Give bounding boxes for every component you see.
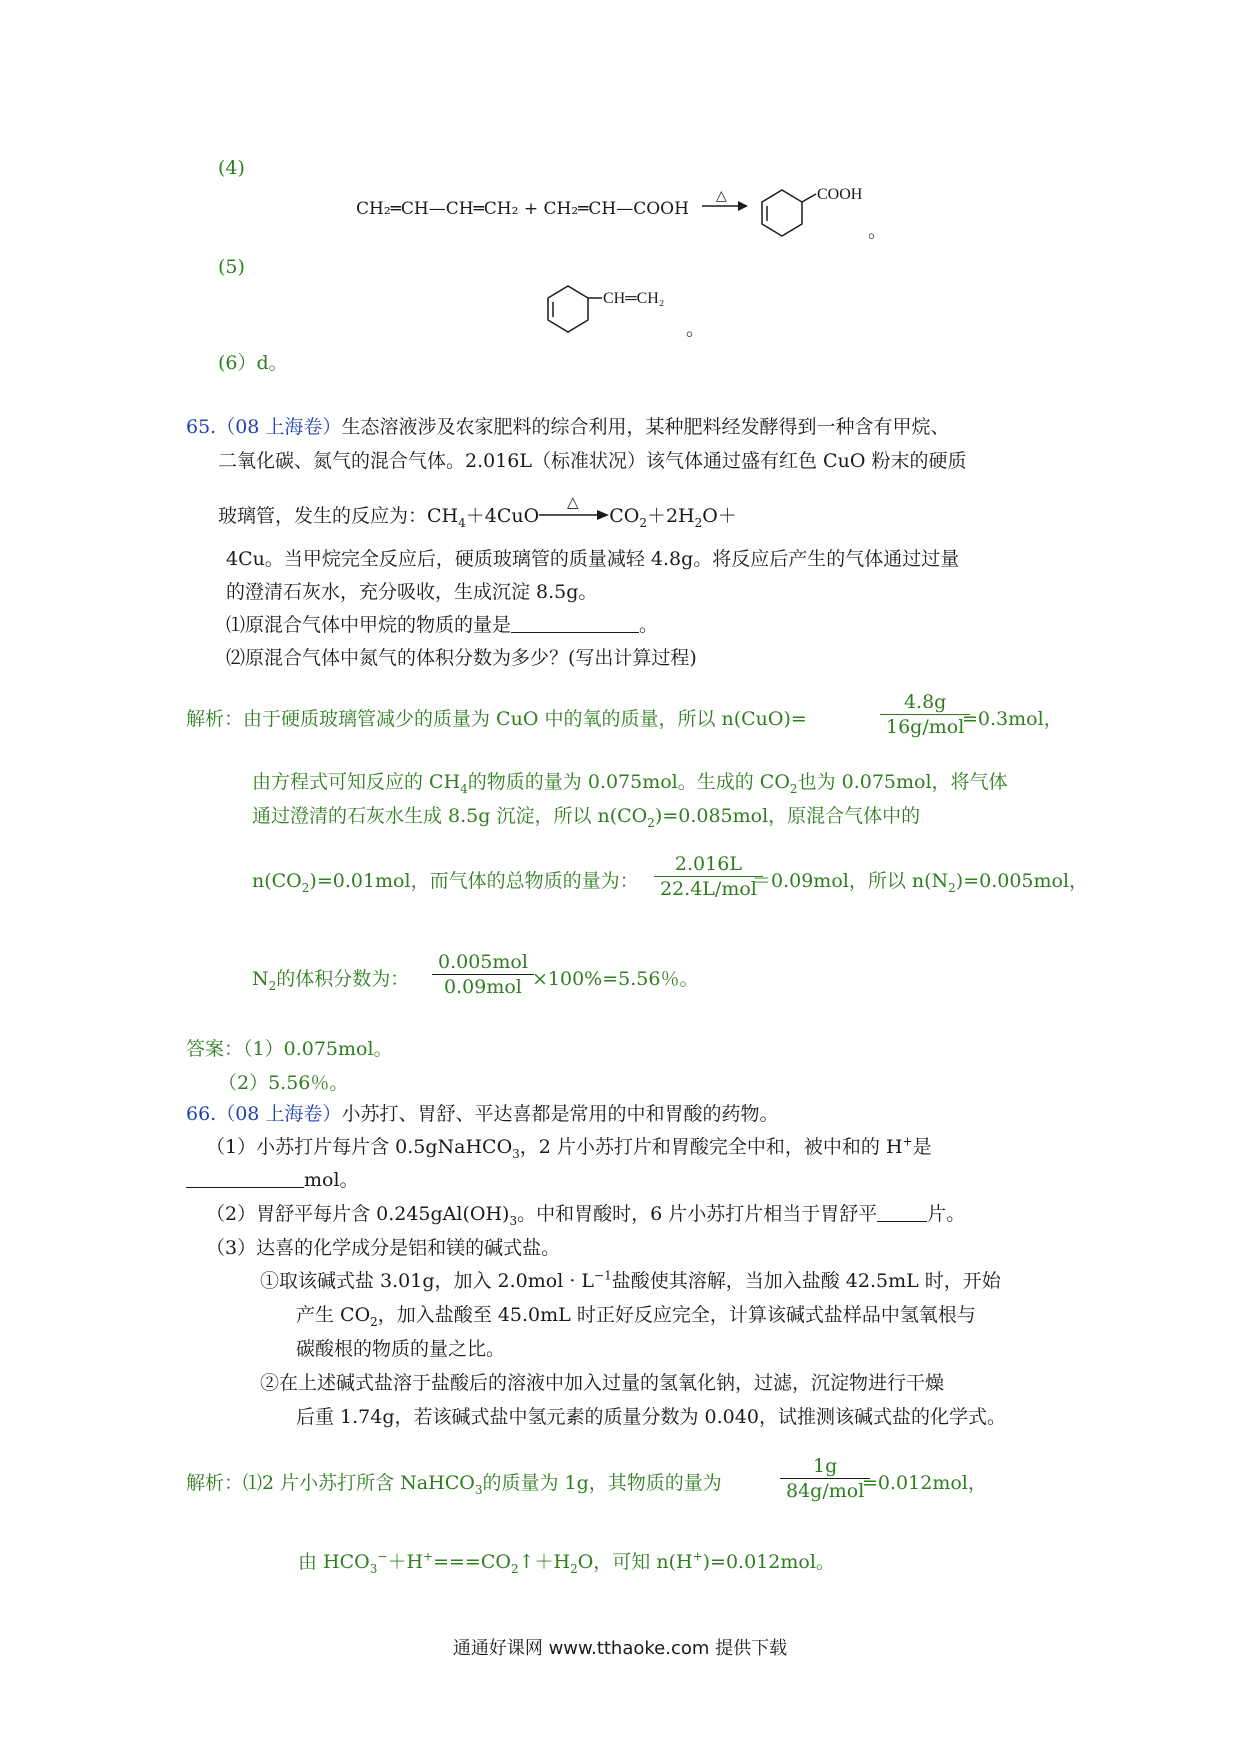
- q66-c2a: 产生 CO: [296, 1304, 371, 1326]
- q65-a2a: 由方程式可知反应的 CH: [252, 771, 461, 793]
- footer-credit: 通通好课网 www.tthaoke.com 提供下载: [452, 1638, 788, 1659]
- q65-text-3c: CO: [609, 505, 640, 527]
- q65-sub1: [226, 612, 658, 638]
- q65-sub2: ⑵原混合气体中氮气的体积分数为多少？(写出计算过程): [226, 647, 697, 669]
- q66-c1: ①取该碱式盐 3.01g，加入 $2.0mol \cdot L^{-1}$盐酸使其溶解，当加入盐酸 42.5mL 时，开始: [260, 1268, 1001, 1292]
- q66-source: （08 上海卷）: [216, 1103, 342, 1125]
- q66-c5: 后重 1.74g，若该碱式盐中氢元素的质量分数为 0.040，试推测该碱式盐的化学式。: [296, 1406, 1006, 1428]
- q66-b1b: 的质量为 1g，其物质的量为: [482, 1472, 722, 1494]
- analysis-label-65: 解析：: [186, 708, 244, 730]
- vinylcyclohexene-structure: [540, 284, 680, 344]
- q65-line1: [186, 414, 949, 440]
- q65-a4d: )=0.005mol，: [955, 870, 1089, 892]
- q66-p1c: 是: [912, 1136, 932, 1158]
- fraction-n2-denominator: 0.09mol: [444, 976, 522, 998]
- q65-a5b: 的体积分数为：: [276, 968, 410, 990]
- answer-label-65: 答案：: [186, 1038, 244, 1060]
- q66-p1b: ，2 片小苏打片和胃酸完全中和，被中和的 H: [519, 1136, 903, 1158]
- q66-p2c: 片。: [927, 1203, 966, 1225]
- q66-b2e: O，可知 n(H: [577, 1551, 693, 1573]
- reaction-arrow: [539, 495, 609, 527]
- q66-c1b: 盐酸使其溶解，当加入盐酸 42.5mL 时，开始: [611, 1270, 1001, 1292]
- cyclohexene-carboxylic-acid-structure: [750, 178, 870, 238]
- q65-a1-end: =0.3mol，: [962, 708, 1063, 730]
- q65-text-3a: 玻璃管，发生的反应为：CH: [218, 505, 459, 527]
- part6-answer: (6）d。: [218, 352, 288, 374]
- fraction-cuo-numerator: 4.8g: [880, 690, 970, 715]
- q65-text-3b: ＋4CuO: [465, 505, 540, 527]
- part5-end: 。: [686, 318, 706, 340]
- q65-text-1: 生态溶液涉及农家肥料的综合利用，某种肥料经发酵得到一种含有甲烷、: [341, 416, 950, 438]
- q65-answer1-text: （1）0.075mol。: [243, 1038, 393, 1060]
- diene-equation: [356, 196, 689, 222]
- q65-text-3e: O＋: [702, 505, 737, 527]
- q65-a5a: N: [252, 968, 269, 990]
- q65-line4: 4Cu。当甲烷完全反应后，硬质玻璃管的质量减轻 4.8g。将反应后产生的气体通过过量: [226, 548, 960, 570]
- fraction-cuo-denominator: 16g/mol: [886, 716, 965, 738]
- q66-b1-end: =0.012mol，: [862, 1472, 987, 1494]
- q65-sub1-text: ⑴原混合气体中甲烷的物质的量是: [226, 614, 512, 636]
- fraction-total-numerator: 2.016L: [654, 852, 763, 877]
- heat-symbol-65: △: [567, 495, 579, 511]
- q66-part3: （3）达喜的化学成分是铝和镁的碱式盐。: [206, 1237, 561, 1259]
- q65-analysis-3: 通过澄清的石灰水生成 8.5g 沉淀，所以 $n(CO_2)=0.085mol$，原混合气体中的: [252, 805, 921, 830]
- q66-part2: （2）胃舒平每片含 $0.245gAl(OH)_3$。中和胃酸时，6 片小苏打片相当于胃舒平 片。: [206, 1203, 966, 1228]
- equation-reactants: CH₂═CH—CH═CH₂ + CH₂═CH—COOH: [356, 199, 689, 219]
- q65-a5-end: ×100%=5.56％。: [532, 968, 699, 990]
- q66-c3: 碳酸根的物质的量之比。: [296, 1338, 506, 1360]
- q66-b2c: ===CO: [433, 1551, 511, 1573]
- q65-line3: 玻璃管，发生的反应为：$CH_4+4CuO$ △ $CO_2+2H_2O+$: [218, 495, 737, 530]
- fraction-nahco3: [780, 1454, 870, 1503]
- q66-analysis-2: 由 $HCO_3^-+H^+===CO_2↑+H_2O$，可知 n(H+)=0.012mol。: [298, 1549, 835, 1576]
- q66-c4: ②在上述碱式盐溶于盐酸后的溶液中加入过量的氢氧化钠，过滤，沉淀物进行干燥: [260, 1372, 945, 1394]
- q65-analysis-4: $n(CO_2)=0.01mol$，而气体的总物质的量为：: [252, 870, 639, 895]
- q66-part1: （1）小苏打片每片含 0.5gNaHCO$_3$，2 片小苏打片和胃酸完全中和，被中和的 H+是: [206, 1134, 932, 1161]
- q66-line1: [186, 1101, 778, 1127]
- q65-line5: 的澄清石灰水，充分吸收，生成沉淀 8.5g。: [226, 581, 598, 603]
- answer-blank-3: [877, 1203, 927, 1222]
- q65-analysis-4-end: ＝0.09mol，所以 $n(N_2)=0.005mol$，: [752, 870, 1089, 895]
- q65-number: 65.: [186, 416, 217, 438]
- q65-analysis-1: [186, 706, 807, 732]
- q65-a3a: 通过澄清的石灰水生成 8.5g 沉淀，所以 n(CO: [252, 805, 648, 827]
- q65-a2b: 的物质的量为 0.075mol。生成的 CO: [467, 771, 790, 793]
- q66-b2a: 由 HCO: [298, 1551, 370, 1573]
- q66-p2b: 。中和胃酸时，6 片小苏打片相当于胃舒平: [517, 1203, 878, 1225]
- q66-b2f: )=0.012mol。: [702, 1551, 835, 1573]
- cooh-group-label: COOH: [817, 186, 863, 203]
- q66-c1a: ①取该碱式盐 3.01g，加入 2.0mol · L: [260, 1270, 595, 1292]
- q66-b2b: ＋H: [387, 1551, 424, 1573]
- q65-a4c: ＝0.09mol，所以 n(N: [752, 870, 949, 892]
- diels-alder-arrow: [702, 190, 748, 214]
- fraction-nahco3-numerator: 1g: [780, 1454, 870, 1479]
- q65-a3b: )=0.085mol，原混合气体中的: [654, 805, 921, 827]
- fraction-total-denominator: 22.4L/mol: [660, 878, 757, 900]
- q65-sub1-end: 。: [639, 614, 659, 636]
- answer-blank-1: [511, 614, 639, 633]
- heat-symbol: △: [716, 189, 727, 204]
- q66-p2a: （2）胃舒平每片含 0.245gAl(OH): [206, 1203, 510, 1225]
- q66-p1d: mol。: [304, 1169, 359, 1191]
- answer-blank-2: [186, 1169, 304, 1188]
- q65-a1-text: 由于硬质玻璃管减少的质量为 CuO 中的氧的质量，所以 n(CuO)=: [243, 708, 807, 730]
- fraction-nahco3-denominator: 84g/mol: [786, 1480, 865, 1502]
- q65-text-3d: ＋2H: [646, 505, 695, 527]
- q65-answer-1: [186, 1036, 393, 1062]
- q66-part1-cont: [186, 1167, 359, 1193]
- q66-text-1: 小苏打、胃舒、平达喜都是常用的中和胃酸的药物。: [341, 1103, 779, 1125]
- q65-a4a: n(CO: [252, 870, 302, 892]
- q66-analysis-1: 解析：⑴2 片小苏打所含 NaHCO$_3$的质量为 1g，其物质的量为: [186, 1472, 722, 1497]
- part4-label: (4): [218, 157, 245, 179]
- fraction-n2-numerator: 0.005mol: [432, 950, 534, 975]
- q65-analysis-2: 由方程式可知反应的 $CH_4$的物质的量为 0.075mol。生成的 $CO_2$也为 0.075mol，将气体: [252, 771, 1008, 796]
- q66-c2b: ，加入盐酸至 45.0mL 时正好反应完全，计算该碱式盐样品中氢氧根与: [377, 1304, 976, 1326]
- part4-end: 。: [868, 220, 888, 242]
- vinyl-group-label: CH═CH₂: [603, 290, 665, 307]
- fraction-total-moles: [654, 852, 763, 901]
- q66-b1a: ⑴2 片小苏打所含 NaHCO: [243, 1472, 475, 1494]
- fraction-n2-volume: [432, 950, 534, 999]
- analysis-label-66: 解析：: [186, 1472, 244, 1494]
- q66-p1a: （1）小苏打片每片含 0.5gNaHCO: [206, 1136, 513, 1158]
- q65-line2: 二氧化碳、氮气的混合气体。2.016L（标准状况）该气体通过盛有红色 CuO 粉末的硬质: [218, 450, 967, 472]
- q65-source: （08 上海卷）: [216, 416, 342, 438]
- q65-a4b: )=0.01mol，而气体的总物质的量为：: [309, 870, 639, 892]
- q65-analysis-5: $N_2$的体积分数为：: [252, 968, 410, 993]
- q66-c2: 产生 $CO_2$，加入盐酸至 45.0mL 时正好反应完全，计算该碱式盐样品中氢氧根与: [296, 1304, 976, 1329]
- q66-number: 66.: [186, 1103, 217, 1125]
- q66-b2d: ↑＋H: [518, 1551, 571, 1573]
- q65-answer-2: （2）5.56％。: [218, 1072, 349, 1094]
- part5-label: (5): [218, 256, 245, 278]
- q65-a2c: 也为 0.075mol，将气体: [797, 771, 1008, 793]
- fraction-cuo: [880, 690, 970, 739]
